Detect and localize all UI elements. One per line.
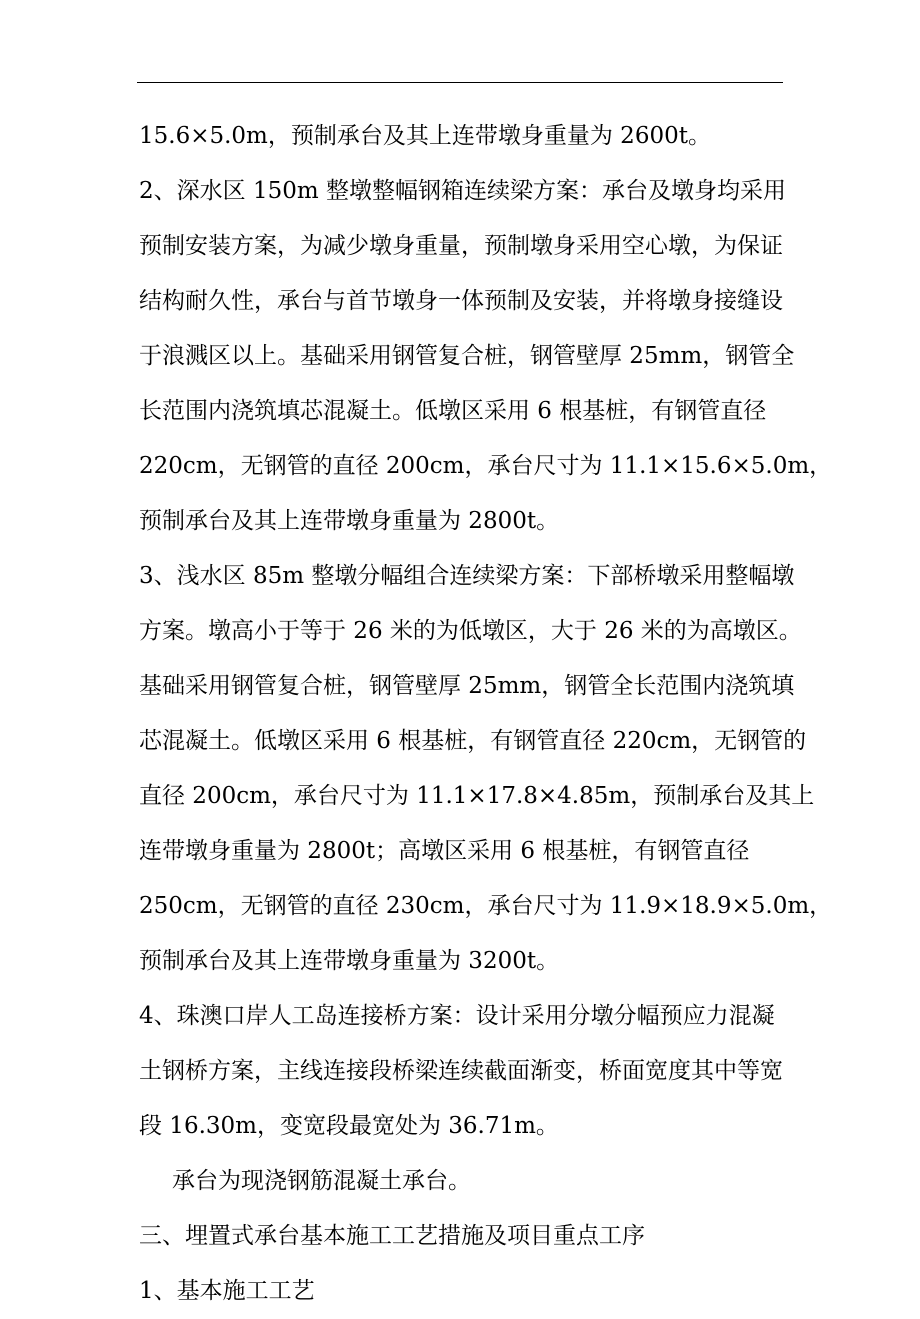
section-2-heading-line: 2、深水区 150m 整墩整幅钢箱连续梁方案：承台及墩身均采用 [139,178,786,204]
subsection-heading: 1、基本施工工艺 [139,1278,315,1304]
indented-paragraph: 承台为现浇钢筋混凝土承台。 [172,1168,471,1194]
section-3-heading-line: 3、浅水区 85m 整墩分幅组合连续梁方案：下部桥墩采用整幅墩 [139,563,795,589]
text-line: 方案。墩高小于等于 26 米的为低墩区，大于 26 米的为高墩区。 [139,618,802,644]
text-line: 250cm，无钢管的直径 230cm，承台尺寸为 11.9×18.9×5.0m， [139,893,833,919]
text-line: 15.6×5.0m，预制承台及其上连带墩身重量为 2600t。 [139,123,711,149]
text-line: 预制承台及其上连带墩身重量为 3200t。 [139,948,560,974]
header-rule [137,82,783,83]
text-line: 直径 200cm，承台尺寸为 11.1×17.8×4.85m，预制承台及其上 [139,783,815,809]
text-line: 220cm，无钢管的直径 200cm，承台尺寸为 11.1×15.6×5.0m， [139,453,833,479]
text-line: 结构耐久性，承台与首节墩身一体预制及安装，并将墩身接缝设 [139,288,783,314]
text-line: 芯混凝土。低墩区采用 6 根基桩，有钢管直径 220cm，无钢管的 [139,728,807,754]
chapter-heading: 三、埋置式承台基本施工工艺措施及项目重点工序 [139,1223,645,1249]
text-line: 基础采用钢管复合桩，钢管壁厚 25mm，钢管全长范围内浇筑填 [139,673,795,699]
text-line: 于浪溅区以上。基础采用钢管复合桩，钢管壁厚 25mm，钢管全 [139,343,795,369]
text-line: 预制安装方案，为减少墩身重量，预制墩身采用空心墩，为保证 [139,233,783,259]
text-line: 预制承台及其上连带墩身重量为 2800t。 [139,508,560,534]
document-body [139,109,833,1319]
text-line: 长范围内浇筑填芯混凝土。低墩区采用 6 根基桩，有钢管直径 [139,398,767,424]
text-line: 土钢桥方案，主线连接段桥梁连续截面渐变，桥面宽度其中等宽 [139,1058,783,1084]
text-line: 连带墩身重量为 2800t；高墩区采用 6 根基桩，有钢管直径 [139,838,750,864]
section-4-heading-line: 4、珠澳口岸人工岛连接桥方案：设计采用分墩分幅预应力混凝 [139,1003,775,1029]
text-line: 段 16.30m，变宽段最宽处为 36.71m。 [139,1113,559,1139]
